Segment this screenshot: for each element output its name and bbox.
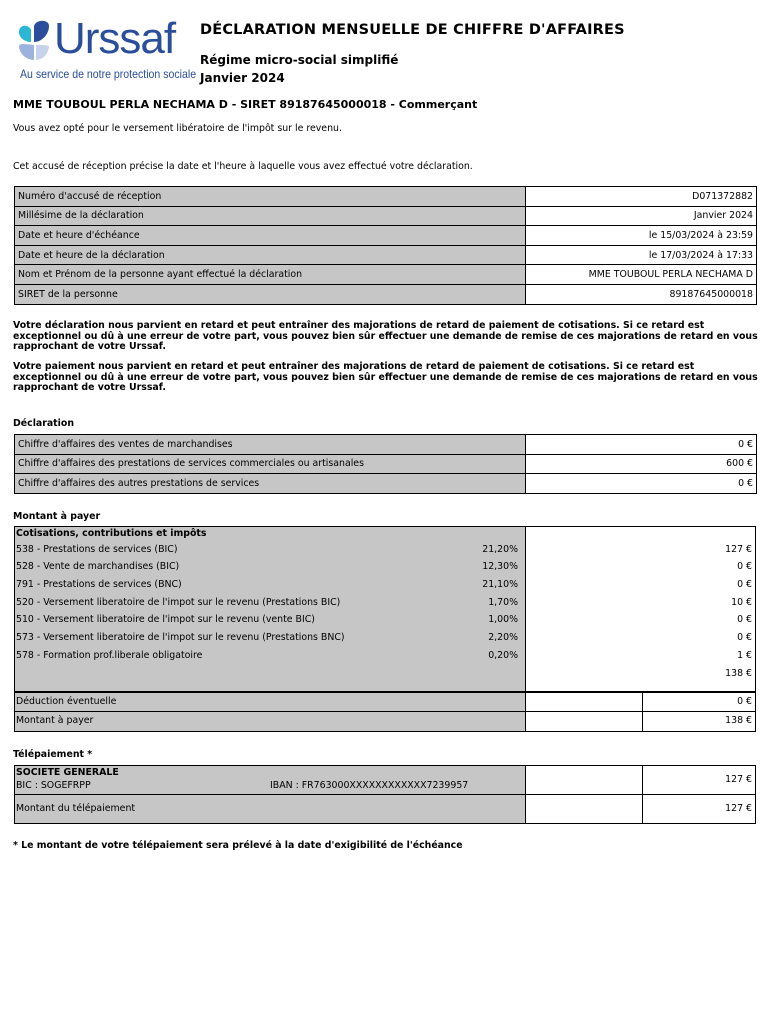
contribution-label: 528 - Vente de marchandises (BIC) [16,561,180,572]
telepayment-heading: Télépaiement * [13,749,93,760]
table-row [15,284,757,304]
table-row [15,245,757,265]
deduction-label: Déduction éventuelle [16,696,117,707]
contribution-rate: 12,30% [482,561,518,572]
info-value: le 17/03/2024 à 17:33 [526,245,757,265]
contribution-rate: 2,20% [488,632,518,643]
contributions-title: Cotisations, contributions et impôts [16,528,207,539]
info-value: le 15/03/2024 à 23:59 [526,226,757,246]
total-label: Montant à payer [16,715,94,726]
info-label: Nom et Prénom de la personne ayant effectué la déclaration [15,265,526,285]
contribution-label: 538 - Prestations de services (BIC) [16,544,178,555]
declaration-value: 0 € [526,435,757,455]
late-declaration-warning: Votre déclaration nous parvient en retard et peut entraîner des majorations de retard de paiement de cotisations. Si ce retard est exceptionnel ou dû à une erreur de votre part, vous pouvez bien sûr effectuer une demande de remise de ces majorations de retard en vous rapprochant de votre Urssaf. [13,320,758,353]
regime-subtitle: Régime micro-social simplifié [200,53,399,67]
bank-amount: 127 € [725,774,752,785]
contribution-value: 10 € [731,597,752,608]
declarant-identity: MME TOUBOUL PERLA NECHAMA D - SIRET 89187645000018 - Commerçant [13,98,478,111]
contributions-values-box [525,526,756,692]
total-spacer [525,711,643,732]
declaration-value: 0 € [526,474,757,494]
telepayment-value: 127 € [725,803,752,814]
contributions-subtotal: 138 € [725,668,752,679]
contribution-value: 127 € [725,544,752,555]
bank-iban: IBAN : FR763000XXXXXXXXXXXX7239957 [270,780,469,791]
total-value: 138 € [725,715,752,726]
declaration-heading: Déclaration [13,418,74,429]
table-row [15,206,757,226]
contribution-rate: 21,20% [482,544,518,555]
table-row [15,435,757,455]
bank-name: SOCIETE GENERALE [16,767,119,778]
table-row [15,226,757,246]
table-row [15,474,757,494]
bank-spacer [525,765,643,795]
amount-heading: Montant à payer [13,511,101,522]
info-value: MME TOUBOUL PERLA NECHAMA D [526,265,757,285]
option-text: Vous avez opté pour le versement libératoire de l'impôt sur le revenu. [13,123,342,134]
info-label: Date et heure d'échéance [15,226,526,246]
urssaf-logo [16,14,197,84]
info-value: Janvier 2024 [526,206,757,226]
contribution-label: 573 - Versement liberatoire de l'impot sur le revenu (Prestations BNC) [16,632,345,643]
contribution-rate: 21,10% [482,579,518,590]
document-title: DÉCLARATION MENSUELLE DE CHIFFRE D'AFFAIRES [200,22,625,38]
logo-wordmark: Urssaf [54,14,176,63]
contribution-label: 520 - Versement liberatoire de l'impot sur le revenu (Prestations BIC) [16,597,341,608]
contribution-label: 510 - Versement liberatoire de l'impot sur le revenu (vente BIC) [16,614,315,625]
contribution-label: 791 - Prestations de services (BNC) [16,579,182,590]
declaration-table [14,434,757,494]
deduction-value: 0 € [737,696,752,707]
urssaf-logo-icon [16,20,52,64]
table-row [15,265,757,285]
declaration-label: Chiffre d'affaires des ventes de marchandises [15,435,526,455]
contribution-value: 0 € [737,614,752,625]
late-payment-warning: Votre paiement nous parvient en retard et peut entraîner des majorations de retard de paiement de cotisations. Si ce retard est exceptionnel ou dû à une erreur de votre part, vous pouvez bien sûr effectuer une demande de remise de ces majorations de retard en vous rapprochant de votre Urssaf. [13,361,758,394]
info-label: Millésime de la déclaration [15,206,526,226]
telepayment-label: Montant du télépaiement [16,803,136,814]
bank-bic: BIC : SOGEFRPP [16,780,91,791]
contribution-rate: 1,70% [488,597,518,608]
period-subtitle: Janvier 2024 [200,71,285,85]
contribution-value: 0 € [737,579,752,590]
info-value: D071372882 [526,187,757,207]
declaration-value: 600 € [526,454,757,474]
logo-tagline: Au service de notre protection sociale [20,67,197,81]
contribution-value: 0 € [737,561,752,572]
declaration-label: Chiffre d'affaires des autres prestations de services [15,474,526,494]
info-value: 89187645000018 [526,284,757,304]
deduction-spacer [525,692,643,712]
declaration-label: Chiffre d'affaires des prestations de services commerciales ou artisanales [15,454,526,474]
contribution-value: 0 € [737,632,752,643]
info-label: Date et heure de la déclaration [15,245,526,265]
contribution-value: 1 € [737,650,752,661]
contribution-rate: 1,00% [488,614,518,625]
receipt-info-table [14,186,757,305]
contribution-rate: 0,20% [488,650,518,661]
table-row [15,454,757,474]
info-label: SIRET de la personne [15,284,526,304]
table-row [15,187,757,207]
info-label: Numéro d'accusé de réception [15,187,526,207]
contribution-label: 578 - Formation prof.liberale obligatoire [16,650,203,661]
telepayment-spacer [525,794,643,824]
receipt-text: Cet accusé de réception précise la date et l'heure à laquelle vous avez effectué votre déclaration. [13,161,473,172]
footnote: * Le montant de votre télépaiement sera prélevé à la date d'exigibilité de l'échéance [13,840,463,851]
